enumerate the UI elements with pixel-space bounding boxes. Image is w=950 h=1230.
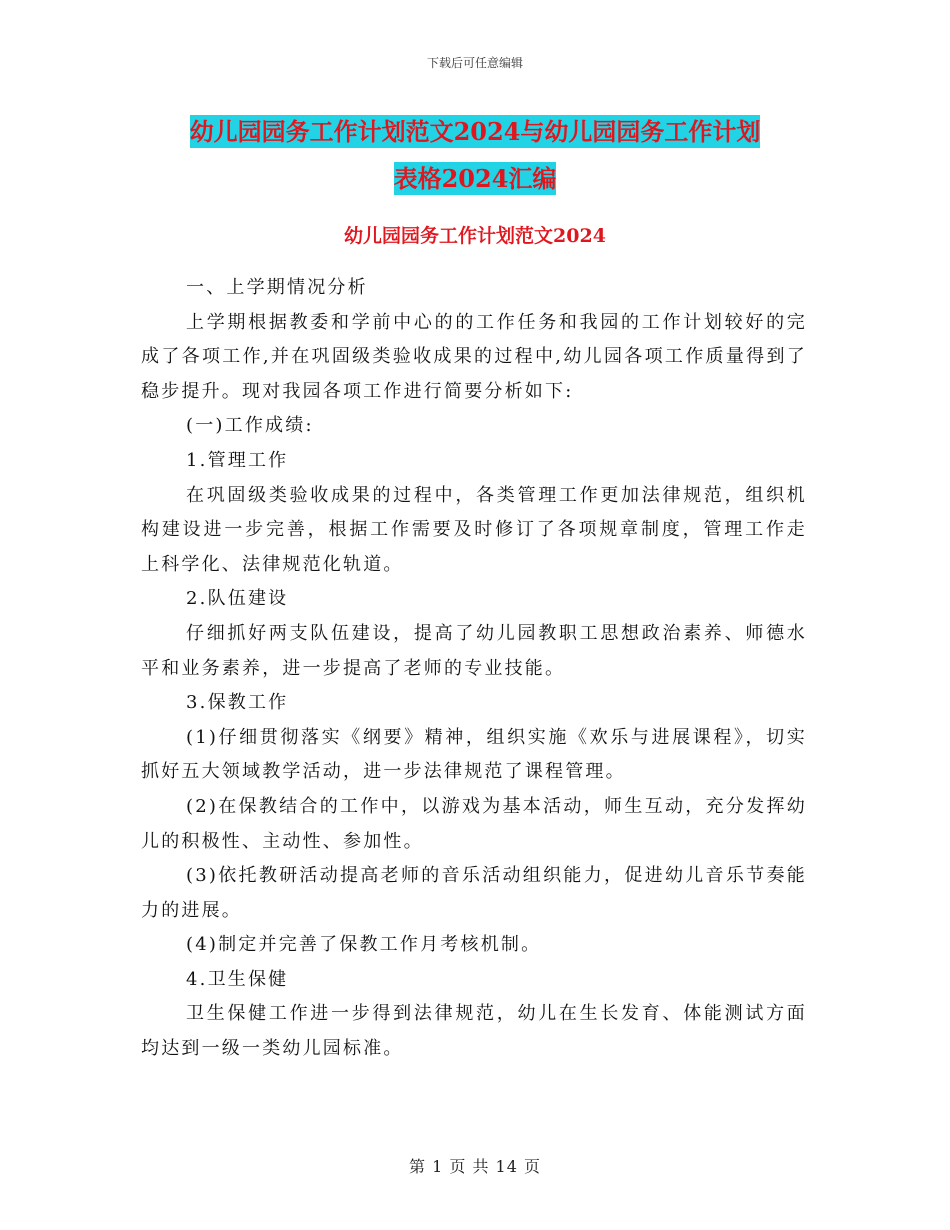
paragraph-care-education-2: (2)在保教结合的工作中，以游戏为基本活动，师生互动，充分发挥幼儿的积极性、主动性、参加性。 bbox=[141, 795, 807, 852]
paragraph-care-education-4: (4)制定并完善了保教工作月考核机制。 bbox=[186, 934, 542, 956]
heading-health-care: 4.卫生保健 bbox=[186, 968, 289, 990]
paragraph-health-care: 卫生保健工作进一步得到法律规范，幼儿在生长发育、体能测试方面均达到一级一类幼儿园标准。 bbox=[141, 1003, 807, 1060]
paragraph-management-work: 在巩固级类验收成果的过程中，各类管理工作更加法律规范，组织机构建设进一步完善，根据工作需要及时修订了各项规章制度，管理工作走上科学化、法律规范化轨道。 bbox=[141, 484, 807, 575]
heading-care-education: 3.保教工作 bbox=[186, 692, 289, 714]
heading-work-achievements: (一)工作成绩: bbox=[186, 415, 314, 437]
paragraph-overview: 上学期根据教委和学前中心的的工作任务和我园的工作计划较好的完成了各项工作,并在巩固级类验收成果的过程中,幼儿园各项工作质量得到了稳步提升。现对我园各项工作进行简要分析如下: bbox=[141, 311, 807, 402]
paragraph-team-building: 仔细抓好两支队伍建设，提高了幼儿园教职工思想政治素养、师德水平和业务素养，进一步提高了老师的专业技能。 bbox=[141, 622, 807, 679]
heading-team-building: 2.队伍建设 bbox=[186, 588, 289, 610]
page-header-note: 下载后可任意编辑 bbox=[426, 56, 523, 70]
paragraph-care-education-1: (1)仔细贯彻落实《纲要》精神，组织实施《欢乐与进展课程》，切实抓好五大领域教学活动，进一步法律规范了课程管理。 bbox=[141, 726, 807, 783]
document-title bbox=[120, 108, 830, 202]
document-title-line2: 表格2024汇编 bbox=[393, 164, 557, 193]
document-title-line1: 幼儿园园务工作计划范文2024与幼儿园园务工作计划 bbox=[189, 117, 761, 146]
heading-previous-term-analysis: 一、上学期情况分析 bbox=[186, 277, 368, 298]
section-title: 幼儿园园务工作计划范文2024 bbox=[344, 225, 606, 247]
document-body bbox=[141, 271, 807, 1067]
paragraph-care-education-3: (3)依托教研活动提高老师的音乐活动组织能力，促进幼儿音乐节奏能力的进展。 bbox=[141, 865, 807, 921]
page-number: 第 1 页 共 14 页 bbox=[409, 1157, 541, 1176]
heading-management-work: 1.管理工作 bbox=[186, 449, 289, 471]
